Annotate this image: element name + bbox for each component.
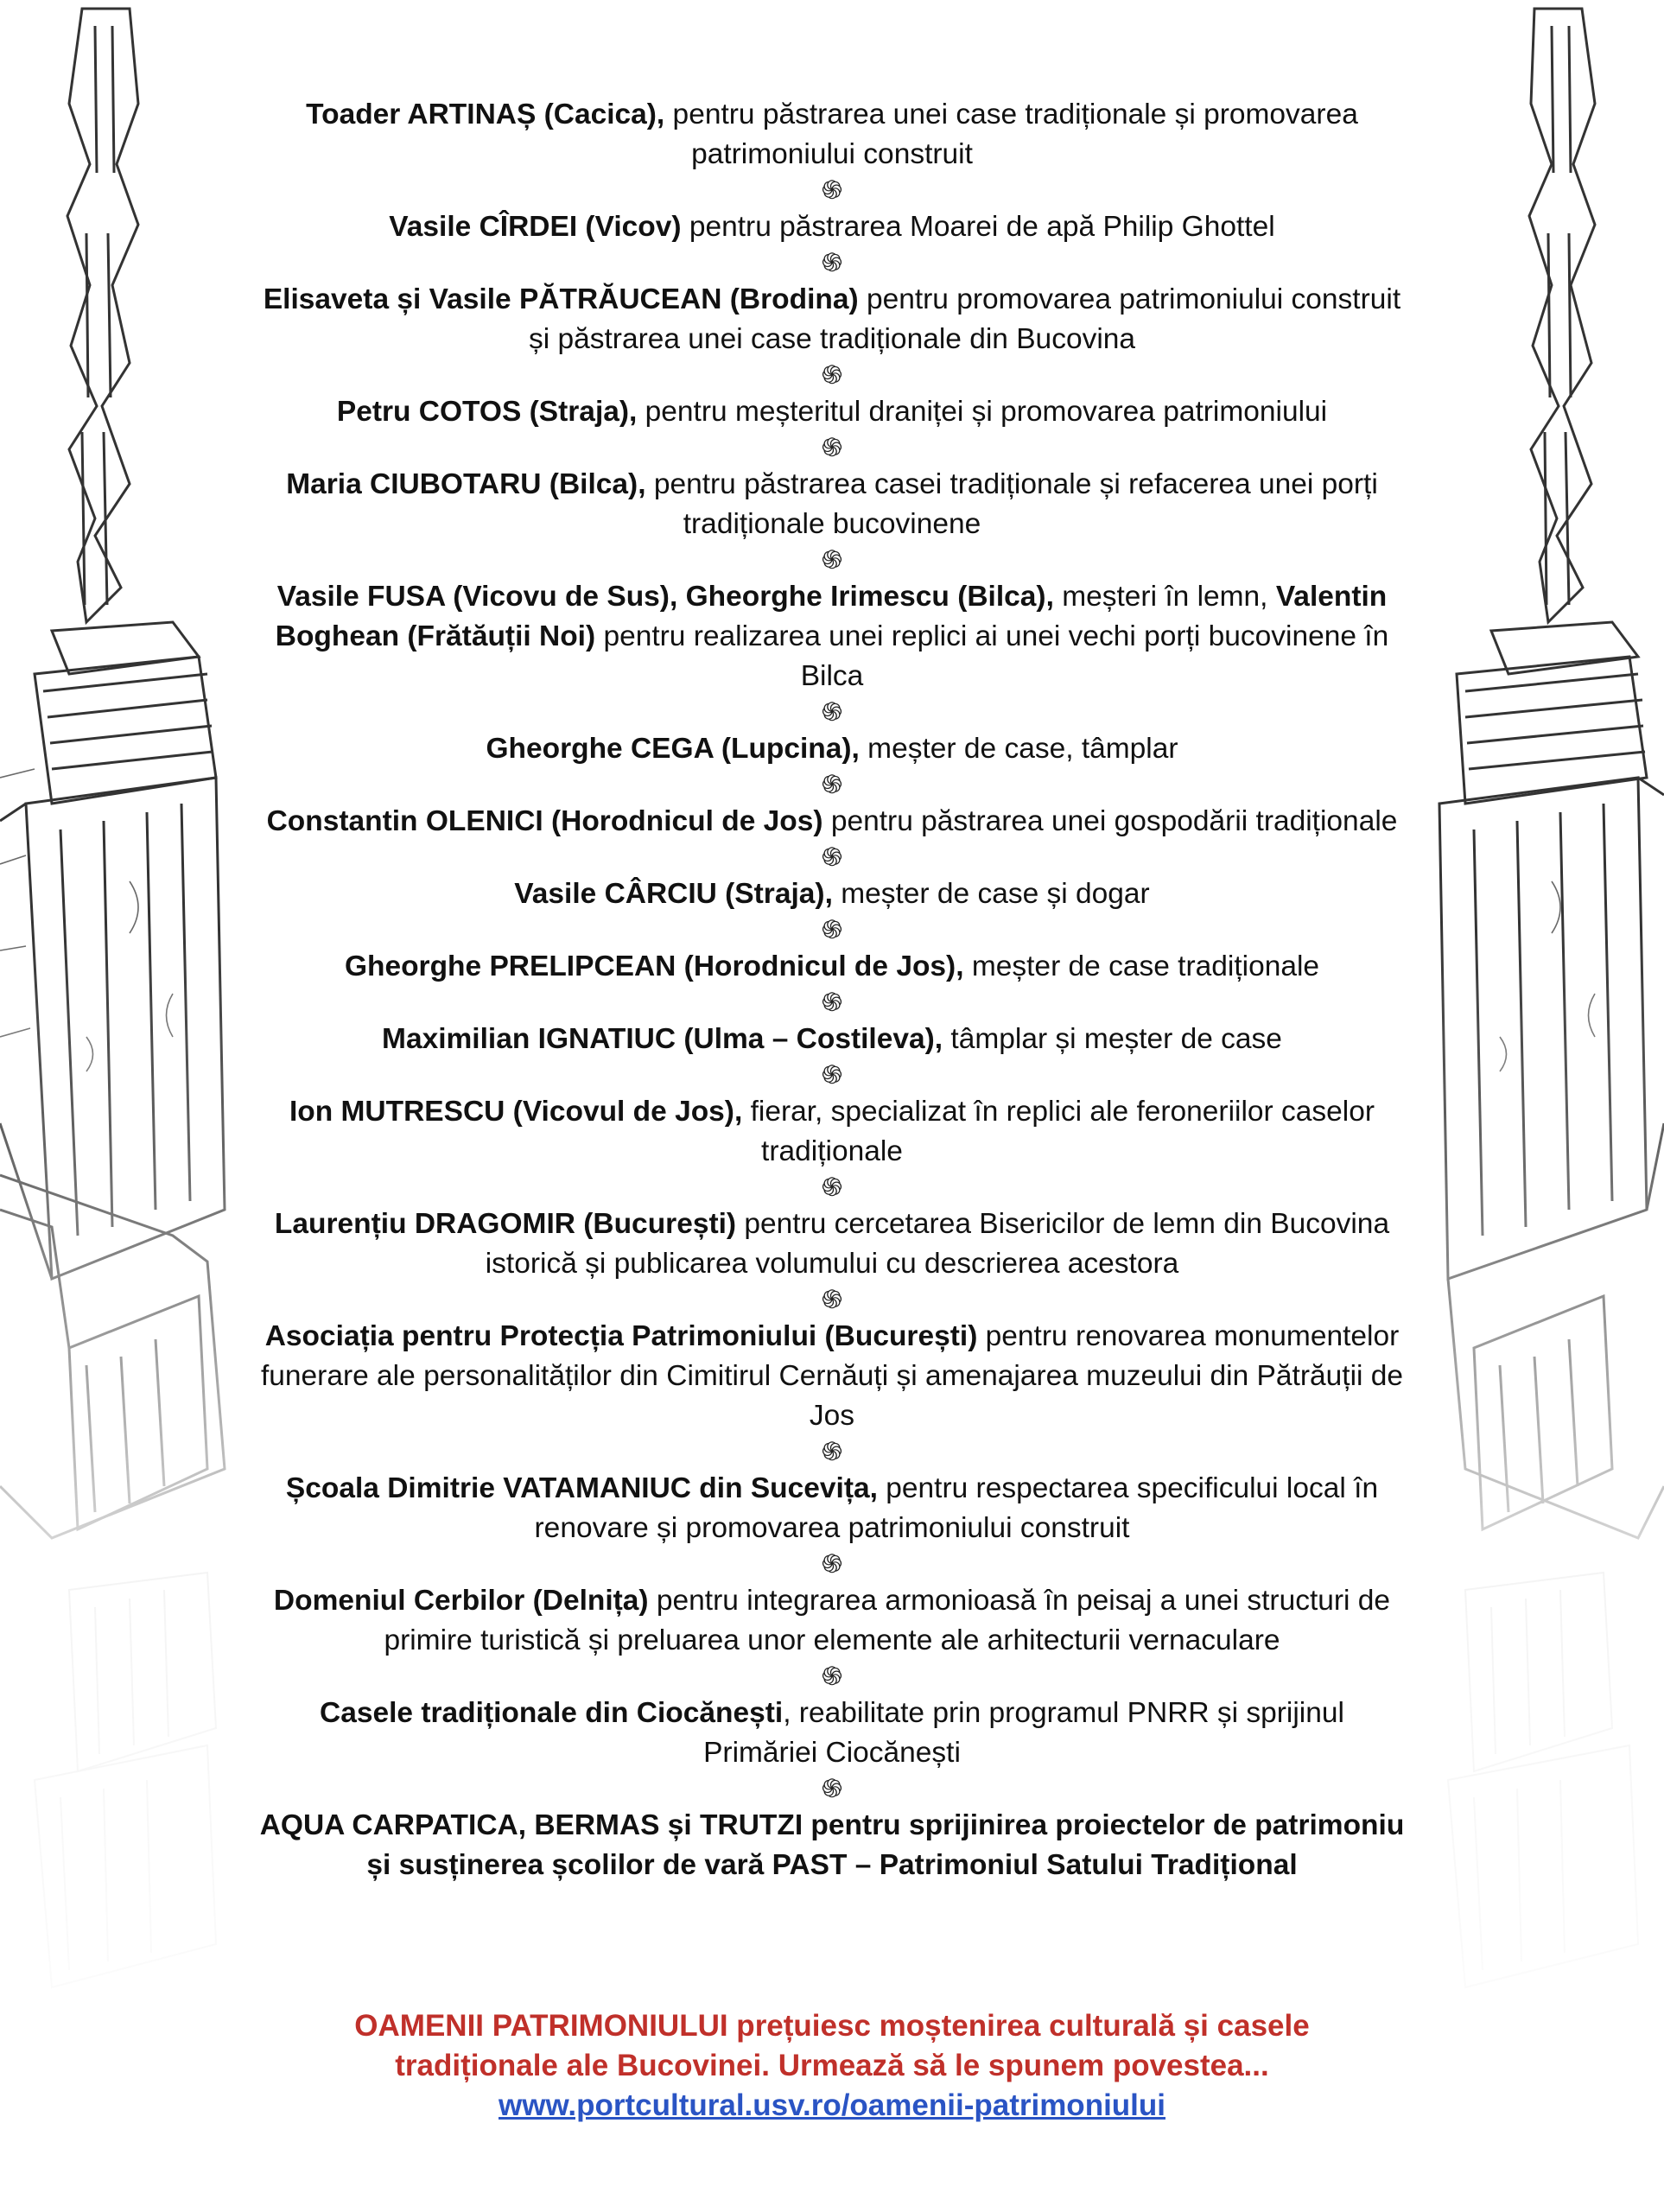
separator (259, 987, 1405, 1020)
honoree-entry (259, 1205, 1405, 1284)
honoree-name: Maria CIUBOTARU (Bilca), (286, 468, 646, 500)
swirl-ornament-icon: ֍ (821, 698, 843, 727)
honoree-entry (259, 729, 1405, 769)
swirl-ornament-icon: ֍ (821, 1550, 843, 1579)
swirl-ornament-icon: ֍ (821, 1286, 843, 1314)
swirl-ornament-icon: ֍ (821, 176, 843, 205)
honoree-description: pentru meșteritul draniței și promovarea patrimoniului (637, 396, 1328, 428)
separator (259, 432, 1405, 465)
honoree-name: Gheorghe PRELIPCEAN (Horodnicul de Jos), (344, 950, 964, 982)
separator (259, 1284, 1405, 1317)
swirl-ornament-icon: ֍ (821, 1438, 843, 1466)
honoree-description: pentru promovarea patrimoniului construit și păstrarea unei case tradiționale din Bucovina (528, 283, 1401, 355)
honoree-name: Casele tradiționale din Ciocănești (320, 1697, 784, 1729)
honoree-name: Toader ARTINAȘ (Cacica), (306, 99, 665, 130)
honoree-entry (259, 392, 1405, 432)
honoree-entry (259, 1020, 1405, 1059)
honoree-name: Vasile CÂRCIU (Straja), (514, 878, 833, 910)
honoree-description: pentru renovarea monumentelor funerare ale personalităților din Cimitirul Cernăuți și amenajarea muzeului din Pătrăuții de Jos (260, 1320, 1404, 1432)
left-carved-pillar-illustration (0, 0, 285, 2212)
closing-message (259, 2006, 1405, 2126)
honoree-description: pentru păstrarea Moarei de apă Philip Ghottel (681, 211, 1275, 243)
honoree-description: meșter de case tradiționale (963, 950, 1320, 982)
honoree-entry (259, 577, 1405, 696)
closing-line-1: OAMENII PATRIMONIULUI prețuiesc moștenirea culturală și casele (354, 2009, 1310, 2043)
honoree-description: meșteri în lemn, (1053, 581, 1276, 613)
separator (259, 842, 1405, 874)
honoree-description: pentru respectarea specificului local în renovare și promovarea patrimoniului construit (534, 1472, 1379, 1544)
honoree-entry (259, 1581, 1405, 1661)
honoree-entry (259, 874, 1405, 914)
honoree-name: Vasile CÎRDEI (Vicov) (389, 211, 682, 243)
honoree-description: meșter de case, tâmplar (859, 733, 1178, 765)
honoree-description: pentru păstrarea unei case tradiționale și promovarea patrimoniului construit (664, 99, 1358, 170)
separator (259, 175, 1405, 207)
honoree-name: Asociația pentru Protecția Patrimoniului (București) (264, 1320, 978, 1352)
honoree-entry (259, 207, 1405, 247)
honoree-name: Petru COTOS (Straja), (336, 396, 638, 428)
swirl-ornament-icon: ֍ (821, 1662, 843, 1691)
separator (259, 544, 1405, 577)
honoree-description: tâmplar și meșter de case (943, 1023, 1282, 1055)
honoree-name: Constantin OLENICI (Horodnicul de Jos) (266, 805, 823, 837)
swirl-ornament-icon: ֍ (821, 361, 843, 390)
honoree-description: pentru păstrarea unei gospodării tradiționale (822, 805, 1398, 837)
honoree-entry (259, 1092, 1405, 1172)
honoree-name: Maximilian IGNATIUC (Ulma – Costileva), (382, 1023, 943, 1055)
honoree-name: Laurențiu DRAGOMIR (București) (274, 1208, 737, 1240)
honoree-description: pentru păstrarea casei tradiționale și refacerea unei porți tradiționale bucovinene (645, 468, 1378, 540)
closing-line-2: tradiționale ale Bucovinei. Urmează să le spunem povestea... (395, 2049, 1269, 2082)
separator (259, 1172, 1405, 1205)
honoree-entry (259, 1317, 1405, 1436)
swirl-ornament-icon: ֍ (821, 1061, 843, 1090)
right-carved-pillar-illustration (1379, 0, 1664, 2212)
swirl-ornament-icon: ֍ (821, 249, 843, 277)
swirl-ornament-icon: ֍ (821, 546, 843, 575)
honoree-description: pentru cercetarea Bisericilor de lemn din Bucovina istorică și publicarea volumului cu descrierea acestora (485, 1208, 1390, 1280)
honoree-name: Elisaveta și Vasile PĂTRĂUCEAN (Brodina) (263, 283, 859, 315)
swirl-ornament-icon: ֍ (821, 916, 843, 944)
honoree-description: fierar, specializat în replici ale feroneriilor caselor tradiționale (742, 1096, 1375, 1167)
swirl-ornament-icon: ֍ (821, 988, 843, 1017)
honoree-name: Vasile FUSA (Vicovu de Sus), Gheorghe Irimescu (Bilca), (276, 581, 1054, 613)
honoree-entry (259, 802, 1405, 842)
separator (259, 1548, 1405, 1581)
honoree-name: Domeniul Cerbilor (Delnița) (273, 1585, 649, 1617)
separator (259, 1059, 1405, 1092)
honoree-name: Ion MUTRESCU (Vicovul de Jos), (289, 1096, 743, 1128)
honoree-name: AQUA CARPATICA, BERMAS și TRUTZI pentru sprijinirea proiectelor de patrimoniu și susținerea școlilor de vară PAST – Patrimoniul Satului Tradițional (259, 1809, 1405, 1881)
honoree-entry (259, 1694, 1405, 1773)
honoree-entry (259, 465, 1405, 544)
honoree-description-secondary: pentru realizarea unei replici ai unei vechi porți bucovinene în Bilca (595, 620, 1389, 692)
separator (259, 247, 1405, 280)
honorees-list (259, 95, 1405, 1885)
honoree-description: meșter de case și dogar (832, 878, 1150, 910)
honoree-entry (259, 1806, 1405, 1885)
honoree-entry (259, 280, 1405, 359)
separator (259, 769, 1405, 802)
swirl-ornament-icon: ֍ (821, 1173, 843, 1202)
swirl-ornament-icon: ֍ (821, 1775, 843, 1803)
separator (259, 1661, 1405, 1694)
honoree-name: Gheorghe CEGA (Lupcina), (486, 733, 860, 765)
honoree-entry (259, 947, 1405, 987)
honoree-entry (259, 95, 1405, 175)
separator (259, 359, 1405, 392)
honoree-description: pentru integrarea armonioasă în peisaj a unei structuri de primire turistică și preluarea unor elemente ale arhitecturii vernaculare (384, 1585, 1391, 1656)
swirl-ornament-icon: ֍ (821, 771, 843, 799)
honoree-name-secondary: Valentin Boghean (Frătăuții Noi) (275, 581, 1388, 652)
swirl-ornament-icon: ֍ (821, 434, 843, 462)
separator (259, 1436, 1405, 1469)
website-link[interactable]: www.portcultural.usv.ro/oamenii-patrimoniului (499, 2088, 1165, 2122)
honoree-entry (259, 1469, 1405, 1548)
separator (259, 1773, 1405, 1806)
honoree-description: , reabilitate prin programul PNRR și sprijinul Primăriei Ciocănești (703, 1697, 1344, 1769)
separator (259, 914, 1405, 947)
separator (259, 696, 1405, 729)
honoree-name: Școala Dimitrie VATAMANIUC din Sucevița, (285, 1472, 878, 1504)
swirl-ornament-icon: ֍ (821, 843, 843, 872)
